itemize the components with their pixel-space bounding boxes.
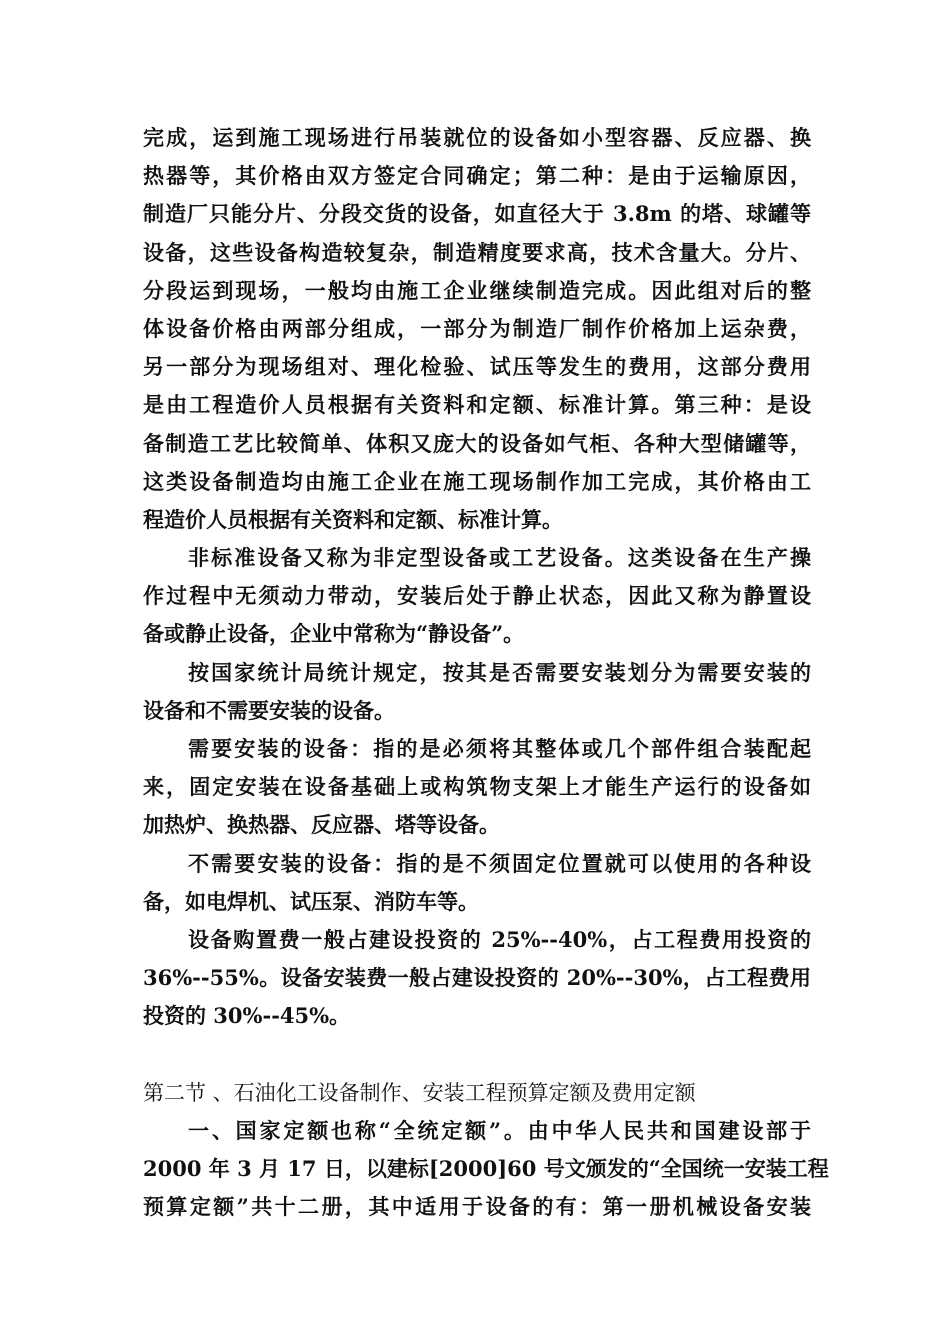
- text-line: 制造厂只能分片、分段交货的设备，如直径大于 3.8m 的塔、球罐等: [143, 201, 811, 227]
- text-line: 预算定额”共十二册，其中适用于设备的有：第一册机械设备安装: [143, 1194, 811, 1220]
- text-line: 完成，运到施工现场进行吊装就位的设备如小型容器、反应器、换: [143, 125, 811, 150]
- paragraph-equipment-types: [143, 119, 811, 539]
- text-line: 备制造工艺比较简单、体积又庞大的设备如气柜、各种大型储罐等，: [143, 430, 811, 456]
- text-line: 设备和不需要安装的设备。: [143, 697, 395, 723]
- text-line: 不需要安装的设备：指的是不须固定位置就可以使用的各种设: [188, 850, 811, 876]
- text-line: 设备购置费一般占建设投资的 25%--40%，占工程费用投资的: [188, 926, 811, 952]
- text-line: 加热炉、换热器、反应器、塔等设备。: [143, 812, 500, 838]
- text-line: 程造价人员根据有关资料和定额、标准计算。: [143, 506, 563, 532]
- text-line: 体设备价格由两部分组成，一部分为制造厂制作价格加上运杂费，: [143, 315, 811, 341]
- text-line: 备，如电焊机、试压泵、消防车等。: [143, 888, 479, 914]
- text-line: 另一部分为现场组对、理化检验、试压等发生的费用，这部分费用: [143, 354, 811, 380]
- text-line: 是由工程造价人员根据有关资料和定额、标准计算。第三种：是设: [143, 392, 811, 418]
- text-line: 热器等，其价格由双方签定合同确定；第二种：是由于运输原因，: [143, 163, 811, 189]
- document-body: [143, 119, 829, 1226]
- text-line: 作过程中无须动力带动，安装后处于静止状态，因此又称为静置设: [143, 583, 811, 609]
- text-line: 非标准设备又称为非定型设备或工艺设备。这类设备在生产操: [188, 545, 811, 571]
- text-line: 2000 年 3 月 17 日，以建标[2000]60 号文颁发的“全国统一安装工程: [143, 1155, 829, 1181]
- paragraph-statistics-classification: [143, 654, 811, 730]
- paragraph-cost-ratios: [143, 921, 811, 1036]
- text-line: 分段运到现场，一般均由施工企业继续制造完成。因此组对后的整: [143, 277, 811, 303]
- text-line: 这类设备制造均由施工企业在施工现场制作加工完成，其价格由工: [143, 468, 811, 494]
- text-line: 36%--55%。设备安装费一般占建设投资的 20%--30%，占工程费用: [143, 965, 811, 991]
- text-line: 需要安装的设备：指的是必须将其整体或几个部件组合装配起: [188, 736, 811, 761]
- text-line: 一、国家定额也称“全统定额”。由中华人民共和国建设部于: [188, 1117, 811, 1143]
- section-heading: 第二节 、石油化工设备制作、安装工程预算定额及费用定额: [143, 1080, 696, 1105]
- paragraph-national-quota: [143, 1112, 829, 1227]
- text-line: 来，固定安装在设备基础上或构筑物支架上才能生产运行的设备如: [143, 774, 811, 800]
- text-line: 按国家统计局统计规定，按其是否需要安装划分为需要安装的: [188, 659, 811, 685]
- text-line: 投资的 30%--45%。: [143, 1003, 351, 1029]
- text-line: 备或静止设备，企业中常称为“静设备”。: [143, 621, 525, 647]
- paragraph-installation-required: [143, 730, 811, 845]
- paragraph-no-installation: [143, 845, 811, 921]
- paragraph-gap: [143, 1036, 811, 1074]
- text-line: 设备，这些设备构造较复杂，制造精度要求高，技术含量大。分片、: [143, 239, 811, 265]
- paragraph-nonstandard-equipment: [143, 539, 811, 654]
